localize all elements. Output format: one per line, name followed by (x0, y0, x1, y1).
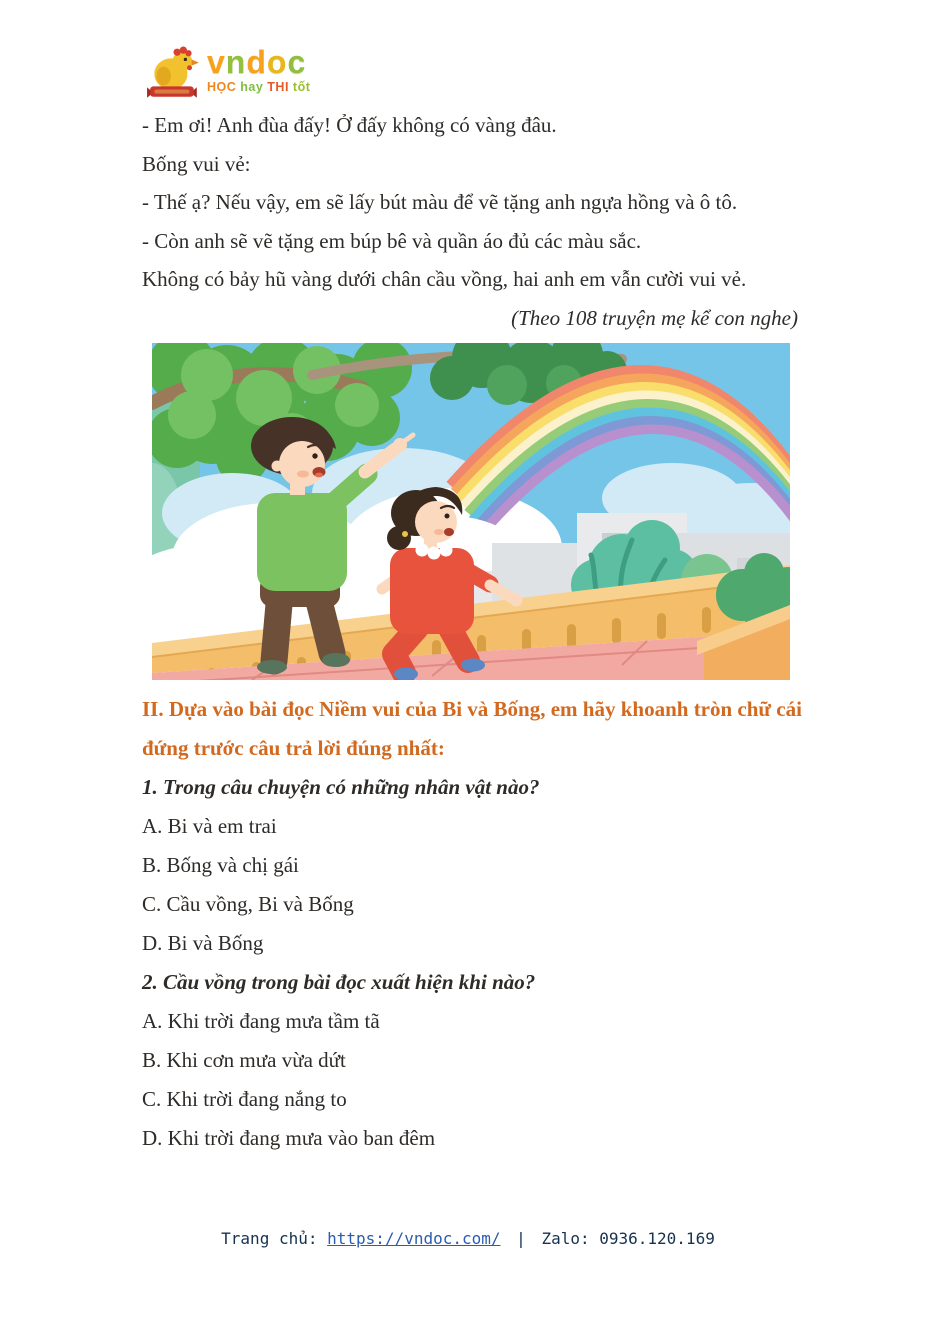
zalo-contact: Zalo: 0936.120.169 (541, 1229, 715, 1248)
story-line: - Em ơi! Anh đùa đấy! Ở đấy không có vàng đâu. (142, 113, 557, 137)
page-footer (0, 1229, 936, 1248)
vndoc-logo (145, 46, 310, 104)
story-attribution: (Theo 108 truyện mẹ kể con nghe) (511, 305, 798, 330)
question-1-option-a: A. Bi và em trai (142, 814, 277, 838)
questions-section (142, 690, 804, 1158)
question-2-stem: 2. Cầu vồng trong bài đọc xuất hiện khi nào? (142, 970, 536, 994)
rainbow-scene-image (152, 343, 790, 680)
question-2-option-d: D. Khi trời đang mưa vào ban đêm (142, 1126, 436, 1150)
rooster-mascot-icon (145, 46, 203, 104)
home-url-link[interactable]: https://vndoc.com/ (327, 1229, 501, 1248)
story-text-block (142, 106, 798, 338)
story-illustration (152, 343, 790, 680)
question-2-option-a: A. Khi trời đang mưa tầm tã (142, 1009, 380, 1033)
question-2-option-b: B. Khi cơn mưa vừa dứt (142, 1048, 346, 1072)
question-1-option-d: D. Bi và Bống (142, 931, 264, 955)
question-2-option-c: C. Khi trời đang nắng to (142, 1087, 347, 1111)
home-label: Trang chủ: (221, 1229, 318, 1248)
story-line: Không có bảy hũ vàng dưới chân cầu vồng, hai anh em vẫn cười vui vẻ. (142, 267, 747, 292)
question-1-option-c: C. Cầu vồng, Bi và Bống (142, 892, 354, 916)
story-line: Bống vui vẻ: (142, 151, 251, 176)
question-1-stem: 1. Trong câu chuyện có những nhân vật nào? (142, 775, 540, 799)
story-line: - Thế ạ? Nếu vậy, em sẽ lấy bút màu để vẽ tặng anh ngựa hồng và ô tô. (142, 190, 738, 215)
story-line: - Còn anh sẽ vẽ tặng em búp bê và quần áo đủ các màu sắc. (142, 228, 642, 253)
logo-tagline: HỌC hay THI tốt (207, 80, 311, 94)
vndoc-wordmark: vndoc (207, 44, 307, 80)
question-1-option-b: B. Bống và chị gái (142, 853, 299, 877)
section-heading: II. Dựa vào bài đọc Niềm vui của Bi và Bống, em hãy khoanh tròn chữ cái đứng trước câu trả lời đúng nhất: (142, 697, 802, 760)
footer-separator: | (516, 1229, 526, 1248)
